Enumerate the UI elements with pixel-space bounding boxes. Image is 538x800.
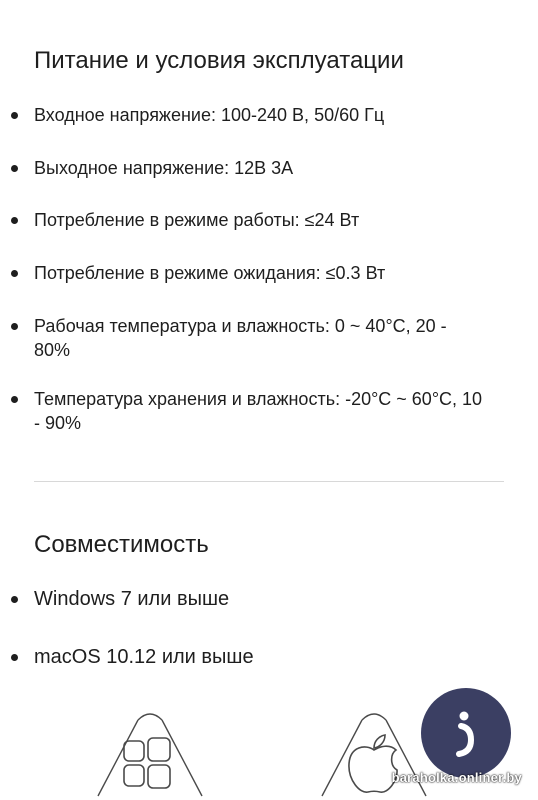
bullet [11,165,18,172]
section-title-compat: Совместимость [34,531,209,558]
bullet [11,323,18,330]
spec-operating-temp: Рабочая температура и влажность: 0 ~ 40°C, 20 - 80% [34,316,447,360]
spec-working-power: Потребление в режиме работы: ≤24 Вт [34,210,360,230]
watermark-text: baraholka.onliner.by [391,770,522,785]
spec-storage-temp: Температура хранения и влажность: -20°C ~ 60°C, 10 - 90% [34,389,483,433]
section-title-power: Питание и условия эксплуатации [34,47,404,74]
bullet [11,396,18,403]
bullet [11,654,18,661]
watermark-badge [421,688,511,778]
windows-logo-icon [80,708,220,800]
windows-logo-svg [80,708,220,800]
bullet [11,217,18,224]
compat-macos: macOS 10.12 или выше [34,646,254,668]
bullet [11,270,18,277]
bullet [11,596,18,603]
spec-standby-power: Потребление в режиме ожидания: ≤0.3 Вт [34,263,386,283]
section-divider [34,481,504,482]
compat-windows: Windows 7 или выше [34,588,230,610]
onliner-logo-icon [421,688,511,778]
spec-input-voltage: Входное напряжение: 100-240 В, 50/60 Гц [34,105,385,125]
bullet [11,112,18,119]
spec-output-voltage: Выходное напряжение: 12В 3А [34,158,294,178]
